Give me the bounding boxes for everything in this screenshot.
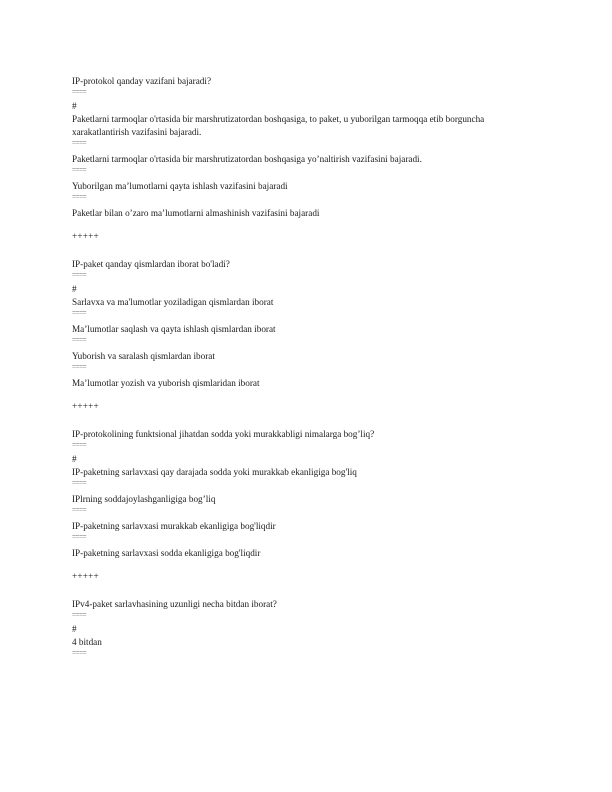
block-end-marker: +++++ [72, 401, 99, 411]
separator: ==== [72, 649, 87, 657]
correct-marker: # [72, 624, 77, 634]
answer-option: Yuborish va saralash qismlardan iborat [72, 351, 215, 361]
block-end-marker: +++++ [72, 231, 99, 241]
question-text: IP-paket qanday qismlardan iborat bo'ladi? [72, 259, 230, 269]
question-text: IP-protokol qanday vazifani bajaradi? [72, 76, 212, 86]
separator: ==== [72, 309, 87, 317]
correct-answer: Sarlavxa va ma'lumotlar yoziladigan qismlardan iborat [72, 297, 274, 307]
block-end-marker: +++++ [72, 571, 99, 581]
separator: ==== [72, 271, 87, 279]
question-text: IPv4-paket sarlavhasining uzunligi necha bitdan iborat? [72, 599, 277, 609]
separator: ==== [72, 441, 87, 449]
quiz-content [72, 75, 542, 658]
answer-option: Paketlar bilan o’zaro ma’lumotlarni almashinish vazifasini bajaradi [72, 208, 320, 218]
separator: ==== [72, 336, 87, 344]
separator: ==== [72, 166, 87, 174]
separator: ==== [72, 533, 87, 541]
answer-option: Yuborilgan ma’lumotlarni qayta ishlash vazifasini bajaradi [72, 181, 288, 191]
separator: ==== [72, 611, 87, 619]
answer-option: IP-paketning sarlavxasi sodda ekanligiga bog'liqdir [72, 548, 261, 558]
separator: ==== [72, 193, 87, 201]
separator: ==== [72, 139, 87, 147]
answer-option: IPlrning soddajoylashganligiga bog’liq [72, 494, 216, 504]
separator: ==== [72, 88, 87, 96]
correct-answer: Paketlarni tarmoqlar o'rtasida bir marshrutizatordan boshqasiga, to paket, u yuborilgan tarmoqqa etib borguncha xarakatlantirish vazifasini bajaradi. [72, 114, 485, 137]
correct-marker: # [72, 454, 77, 464]
answer-option: Paketlarni tarmoqlar o'rtasida bir marshrutizatordan boshqasiga yo’naltirish vazifasini bajaradi. [72, 154, 422, 164]
question-text: IP-protokolining funktsional jihatdan sodda yoki murakkabligi nimalarga bog’liq? [72, 429, 375, 439]
correct-answer: 4 bitdan [72, 637, 102, 647]
separator: ==== [72, 506, 87, 514]
separator: ==== [72, 479, 87, 487]
separator: ==== [72, 363, 87, 371]
answer-option: Ma’lumotlar yozish va yuborish qismlaridan iborat [72, 378, 260, 388]
question-block [72, 258, 542, 413]
correct-answer: IP-paketning sarlavxasi qay darajada sodda yoki murakkab ekanligiga bog'liq [72, 467, 357, 477]
answer-option: Ma’lumotlar saqlash va qayta ishlash qismlardan iborat [72, 324, 276, 334]
correct-marker: # [72, 101, 77, 111]
question-block [72, 428, 542, 583]
question-block [72, 75, 542, 243]
correct-marker: # [72, 284, 77, 294]
question-block [72, 598, 542, 658]
answer-option: IP-paketning sarlavxasi murakkab ekanligiga bog'liqdir [72, 521, 276, 531]
